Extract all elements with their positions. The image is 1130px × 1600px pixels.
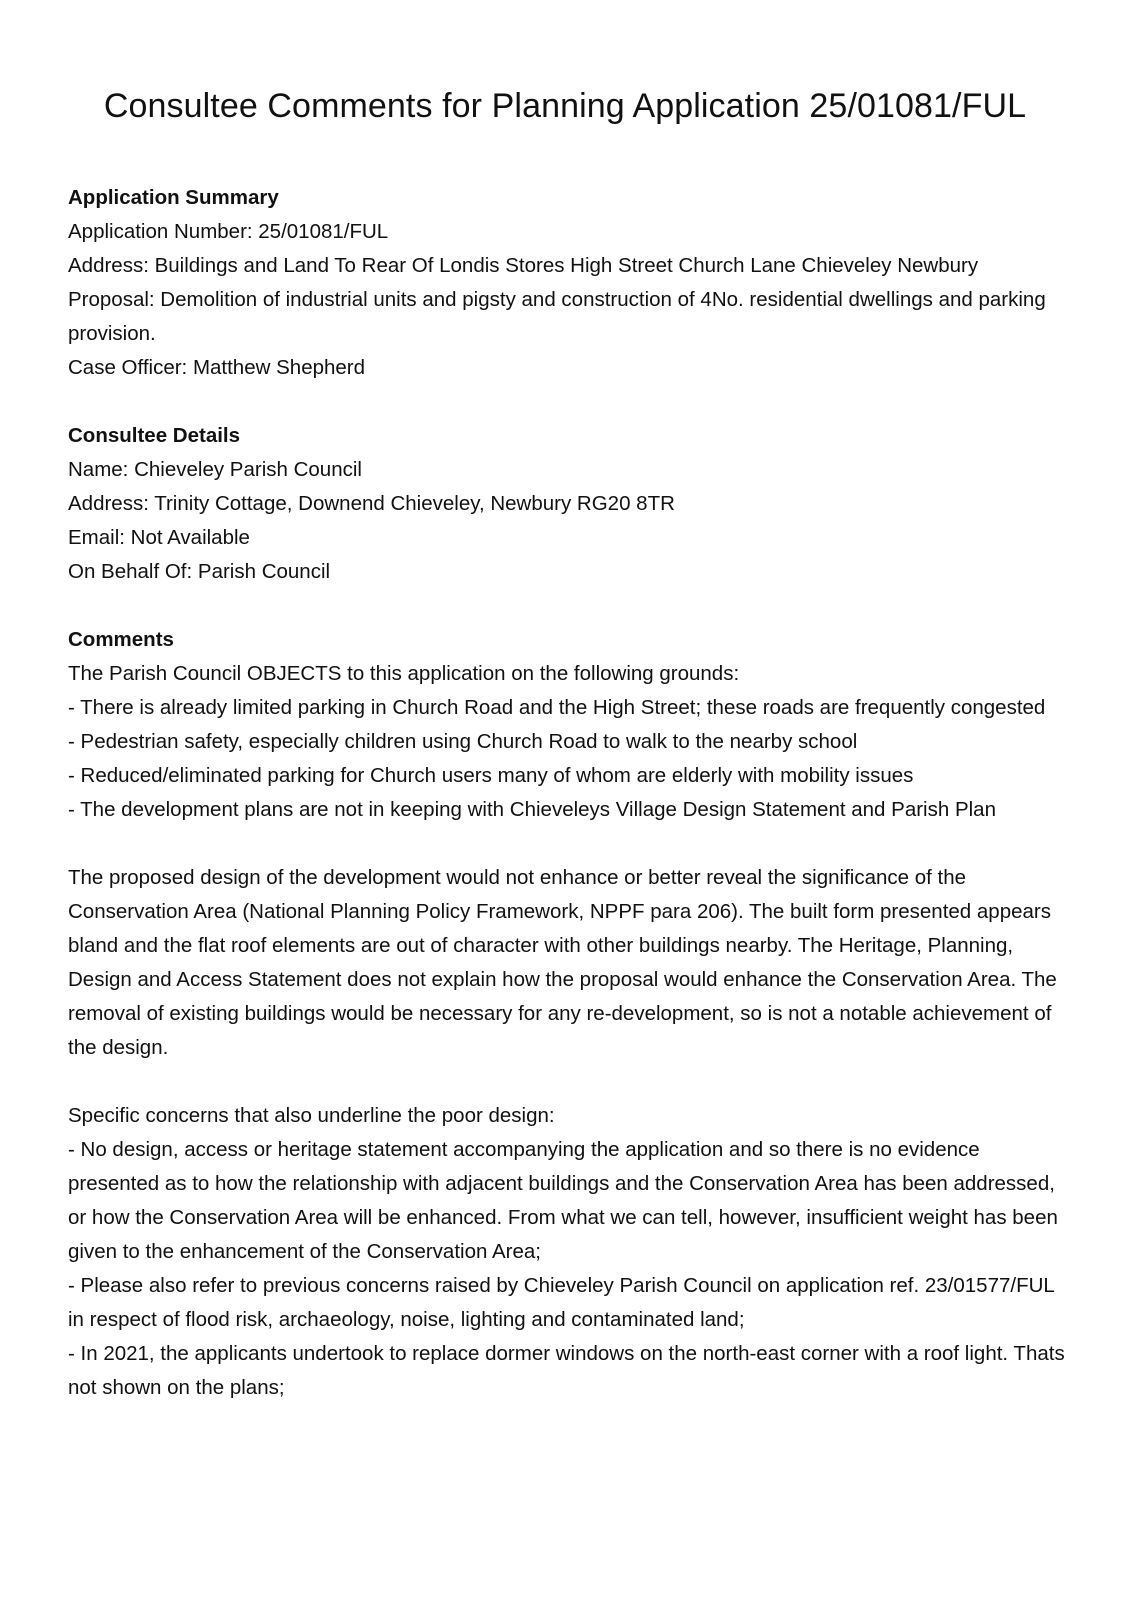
consultee-details-section [68,419,1068,589]
document-body [68,181,1068,1439]
consultee-address: Address: Trinity Cottage, Downend Chieveley, Newbury RG20 8TR [68,492,675,515]
ground-item: - Pedestrian safety, especially children using Church Road to walk to the nearby school [68,730,858,753]
ground-item: - Reduced/eliminated parking for Church users many of whom are elderly with mobility issues [68,764,914,787]
comments-section [68,623,1068,1405]
paragraph-spacer [68,827,1068,861]
application-proposal: Proposal: Demolition of industrial units and pigsty and construction of 4No. residential dwellings and parking provision. [68,288,1046,345]
ground-item: - The development plans are not in keeping with Chieveleys Village Design Statement and Parish Plan [68,798,996,821]
case-officer: Case Officer: Matthew Shepherd [68,356,366,379]
comments-heading: Comments [68,628,174,651]
application-summary-section [68,181,1068,385]
concern-item: - Please also refer to previous concerns raised by Chieveley Parish Council on application ref. 23/01577/FUL in respect of flood risk, archaeology, noise, lighting and contaminated land; [68,1274,1055,1331]
concern-item: - No design, access or heritage statement accompanying the application and so there is no evidence presented as to how the relationship with adjacent buildings and the Conservation Area has been addressed, or how the Conservation Area will be enhanced. From what we can tell, however, insufficient weight has been given to the enhancement of the Conservation Area; [68,1138,1058,1263]
ground-item: - There is already limited parking in Church Road and the High Street; these roads are frequently congested [68,696,1046,719]
consultee-details-heading: Consultee Details [68,424,241,447]
application-address: Address: Buildings and Land To Rear Of Londis Stores High Street Church Lane Chieveley Newbury [68,254,979,277]
design-paragraph: The proposed design of the development would not enhance or better reveal the significance of the Conservation Area (National Planning Policy Framework, NPPF para 206). The built form presented appears bland and the flat roof elements are out of character with other buildings nearby. The Heritage, Planning, Design and Access Statement does not explain how the proposal would enhance the Conservation Area. The removal of existing buildings would be necessary for any re-development, so is not a notable achievement of the design. [68,866,1057,1059]
concerns-intro: Specific concerns that also underline the poor design: [68,1104,555,1127]
consultee-email: Email: Not Available [68,526,250,549]
document-title: Consultee Comments for Planning Application 25/01081/FUL [103,87,1027,125]
consultee-name: Name: Chieveley Parish Council [68,458,362,481]
consultee-on-behalf-of: On Behalf Of: Parish Council [68,560,331,583]
application-number: Application Number: 25/01081/FUL [68,220,389,243]
application-summary-heading: Application Summary [68,186,279,209]
paragraph-spacer [68,1065,1068,1099]
concern-item: - In 2021, the applicants undertook to replace dormer windows on the north-east corner with a roof light. Thats not shown on the plans; [68,1342,1065,1399]
comments-intro: The Parish Council OBJECTS to this application on the following grounds: [68,662,740,685]
